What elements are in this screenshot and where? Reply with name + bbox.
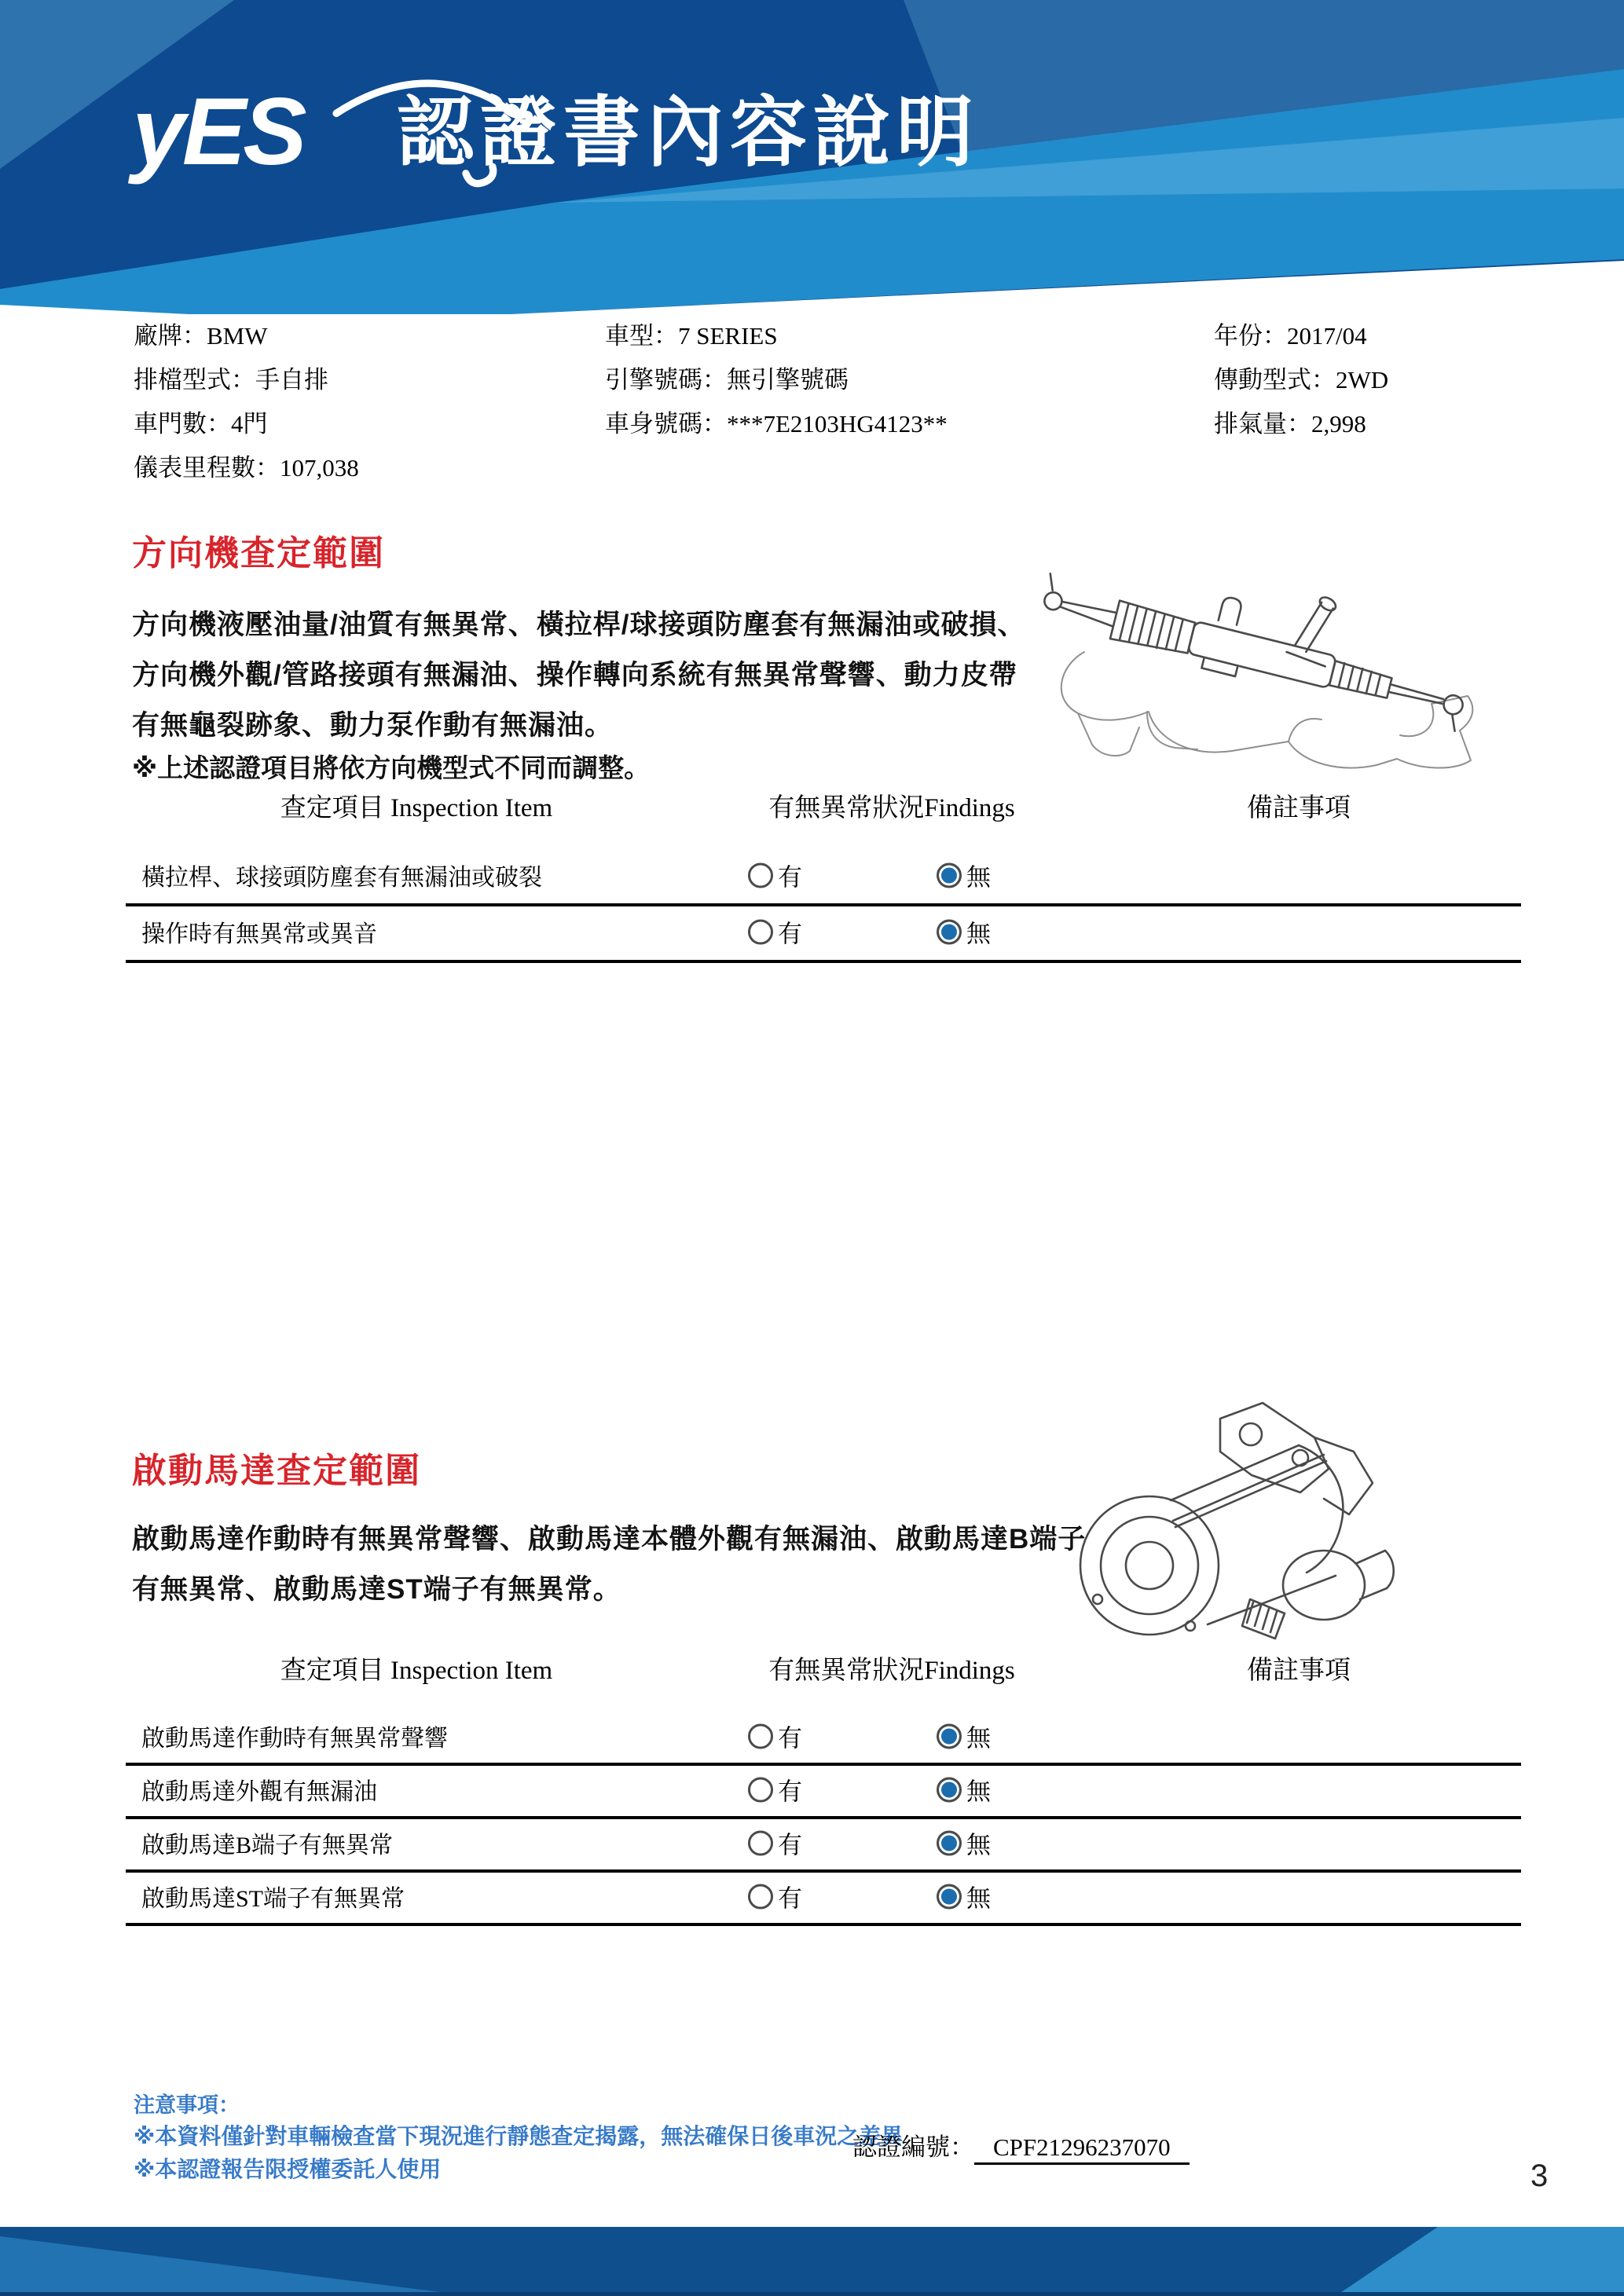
info-drivetrain: 傳動型式：2WD: [1214, 366, 1389, 394]
radio-yes-label: 有: [778, 1724, 802, 1752]
info-year: 年份：2017/04: [1214, 322, 1367, 350]
notice-line: ※本資料僅針對車輛檢查當下現況進行靜態查定揭露，無法確保日後車況之差異: [134, 2124, 904, 2148]
notice-line: ※本認證報告限授權委託人使用: [134, 2157, 442, 2181]
info-vin: 車身號碼：***7E2103HG4123**: [605, 410, 948, 438]
info-displacement: 排氣量：2,998: [1214, 410, 1366, 438]
radio-no-button-selected[interactable]: [937, 1884, 962, 1909]
radio-yes-label: 有: [778, 920, 802, 948]
inspection-table-2: [126, 1709, 1521, 1935]
radio-no-label: 無: [966, 1778, 991, 1806]
info-transmission: 排檔型式：手自排: [134, 366, 328, 394]
notice-title: 注意事項：: [134, 2093, 240, 2117]
page-number: 3: [1531, 2159, 1549, 2193]
radio-yes-label: 有: [778, 1831, 802, 1859]
table-row: [126, 903, 1521, 963]
radio-yes-button[interactable]: [748, 1884, 773, 1909]
inspection-item-label: 啟動馬達作動時有無異常聲響: [141, 1726, 448, 1752]
info-brand: 廠牌：BMW: [134, 322, 268, 350]
header-banner: [0, 0, 1624, 314]
table-row: [126, 1816, 1521, 1873]
section-note: ※上述認證項目將依方向機型式不同而調整。: [132, 753, 651, 782]
info-mileage: 儀表里程數：107,038: [134, 454, 359, 482]
info-model: 車型：7 SERIES: [605, 322, 778, 350]
radio-no-button-selected[interactable]: [937, 1777, 962, 1802]
radio-no-label: 無: [966, 1831, 991, 1859]
table-row: [126, 847, 1521, 906]
radio-no-button-selected[interactable]: [937, 862, 962, 888]
radio-no-button-selected[interactable]: [937, 1723, 962, 1749]
footer-banner: [0, 2227, 1624, 2296]
table-row: [126, 1763, 1521, 1819]
radio-no-label: 無: [966, 1724, 991, 1752]
column-header-item: 查定項目 Inspection Item: [280, 1657, 553, 1685]
info-doors: 車門數：4門: [134, 410, 268, 438]
radio-no-label: 無: [966, 863, 991, 892]
section-description-line: 有無異常、啟動馬達ST端子有無異常。: [132, 1574, 621, 1605]
table-row: [126, 1869, 1521, 1926]
inspection-item-label: 橫拉桿、球接頭防塵套有無漏油或破裂: [141, 865, 542, 891]
page-title: 認證書內容說明: [397, 89, 981, 175]
section-title: 啟動馬達查定範圍: [132, 1452, 421, 1490]
column-header-findings: 有無異常狀況Findings: [768, 1657, 1015, 1685]
inspection-item-label: 啟動馬達ST端子有無異常: [141, 1886, 405, 1912]
radio-no-button-selected[interactable]: [937, 919, 962, 944]
certificate-number-row: [852, 2127, 1190, 2162]
certificate-number-label: 認證編號：: [852, 2133, 974, 2161]
inspection-item-label: 啟動馬達B端子有無異常: [141, 1833, 394, 1858]
radio-no-button-selected[interactable]: [937, 1830, 962, 1855]
section-description-line: 有無龜裂跡象、動力泵作動有無漏油。: [132, 710, 614, 741]
inspection-table-1-header: [126, 787, 1521, 831]
column-header-item: 查定項目 Inspection Item: [280, 794, 553, 822]
section-description-line: 方向機液壓油量/油質有無異常、橫拉桿/球接頭防塵套有無漏油或破損、: [132, 610, 1026, 640]
steering-rack-illustration: [1029, 534, 1540, 785]
footer-background: [0, 2227, 1624, 2296]
radio-yes-button[interactable]: [748, 862, 773, 888]
radio-yes-label: 有: [778, 1778, 802, 1806]
yes-logo-text: yES: [132, 78, 304, 185]
column-header-remarks: 備註事項: [1247, 1657, 1351, 1685]
radio-yes-button[interactable]: [748, 1723, 773, 1749]
table-row: [126, 1709, 1521, 1766]
section-description-line: 啟動馬達作動時有無異常聲響、啟動馬達本體外觀有無漏油、啟動馬達B端子: [132, 1524, 1087, 1554]
inspection-item-label: 操作時有無異常或異音: [141, 921, 377, 947]
radio-yes-button[interactable]: [748, 919, 773, 944]
radio-yes-label: 有: [778, 863, 802, 892]
inspection-table-1: [126, 847, 1521, 960]
starter-motor-illustration: [1065, 1397, 1402, 1656]
inspection-item-label: 啟動馬達外觀有無漏油: [141, 1779, 377, 1805]
radio-no-label: 無: [966, 920, 991, 948]
radio-yes-button[interactable]: [748, 1777, 773, 1802]
section-title: 方向機查定範圍: [132, 534, 385, 573]
certificate-number: CPF21296237070: [974, 2133, 1190, 2165]
column-header-findings: 有無異常狀況Findings: [768, 794, 1015, 822]
radio-yes-button[interactable]: [748, 1830, 773, 1855]
column-header-remarks: 備註事項: [1247, 794, 1351, 822]
info-engine-no: 引擎號碼：無引擎號碼: [605, 366, 849, 394]
radio-yes-label: 有: [778, 1884, 802, 1913]
radio-no-label: 無: [966, 1884, 991, 1913]
inspection-table-2-header: [126, 1650, 1521, 1694]
section-description-line: 方向機外觀/管路接頭有無漏油、操作轉向系統有無異常聲響、動力皮帶: [132, 660, 1017, 690]
